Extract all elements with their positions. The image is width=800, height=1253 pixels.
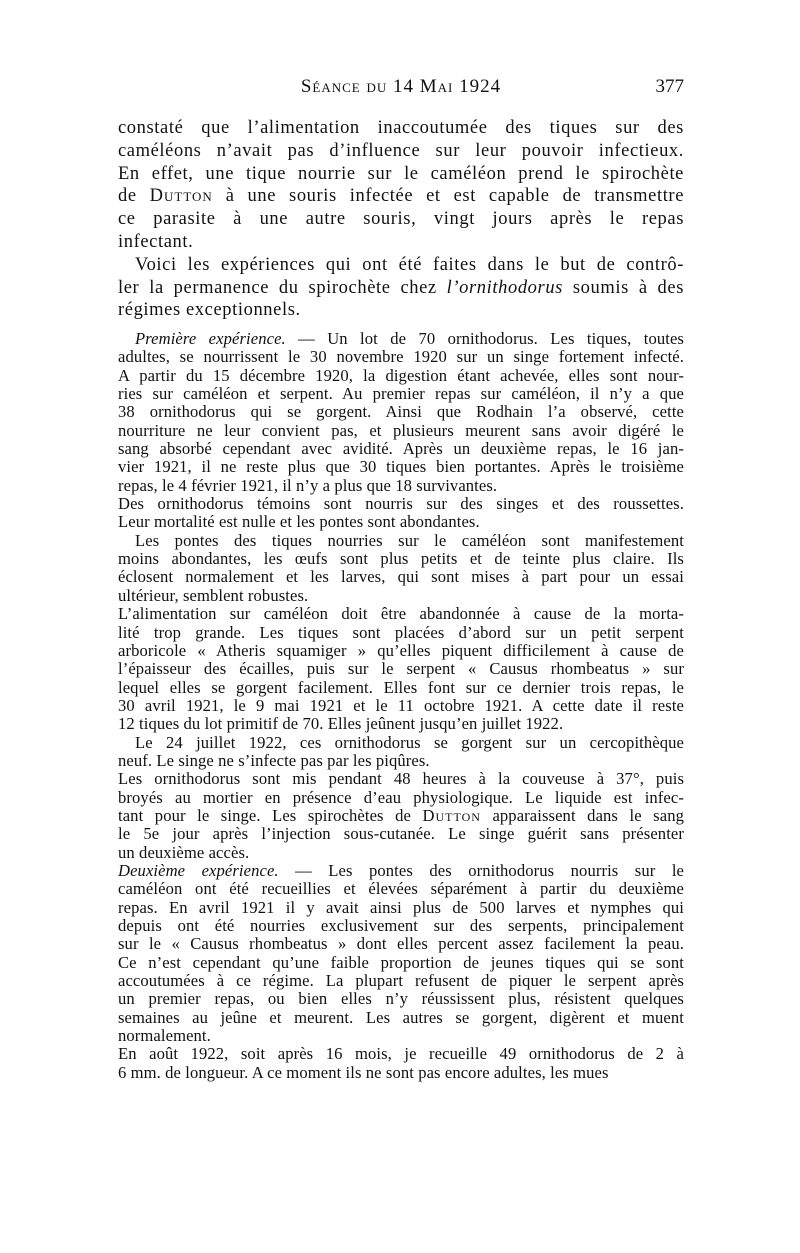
text-line: éclosent normalement et les larves, qui sont mises à part pour un essai bbox=[118, 567, 684, 587]
text-line: caméléons n’avait pas d’influence sur leur pouvoir infectieux. bbox=[118, 140, 684, 161]
text-line: ultérieur, semblent robustes. bbox=[118, 585, 309, 605]
text-line: neuf. Le singe ne s’infecte pas par les piqûres. bbox=[118, 750, 430, 770]
text-line: A partir du 15 décembre 1920, la digestion étant achevée, elles sont nour- bbox=[118, 365, 684, 385]
text-line: En août 1922, soit après 16 mois, je recueille 49 ornithodorus de 2 à bbox=[118, 1044, 684, 1064]
text-line: Le 24 juillet 1922, ces ornithodorus se gorgent sur un cercopithèque bbox=[135, 732, 684, 752]
text-line: L’alimentation sur caméléon doit être abandonnée à cause de la morta- bbox=[118, 604, 684, 624]
text-line: 12 tiques du lot primitif de 70. Elles jeûnent jusqu’en juillet 1922. bbox=[118, 714, 564, 734]
text-line: sur le « Causus rhombeatus » dont elles percent assez facilement la peau. bbox=[118, 934, 684, 954]
text-line: tant pour le singe. Les spirochètes de Dutton apparaissent dans le sang bbox=[118, 805, 684, 825]
text-line: constaté que l’alimentation inaccoutumée des tiques sur des bbox=[118, 118, 684, 138]
text-line: lité trop grande. Les tiques sont placées d’abord sur un petit serpent bbox=[118, 622, 684, 642]
text-line: vier 1921, il ne reste plus que 30 tiques bien portantes. Après le troisième bbox=[118, 457, 684, 477]
italic-text: Deuxième expérience. bbox=[118, 860, 279, 880]
paragraph bbox=[118, 532, 684, 605]
paragraph bbox=[118, 254, 684, 322]
text-line: de Dutton à une souris infectée et est capable de transmettre bbox=[118, 186, 685, 207]
text-line: arboricole « Atheris squamiger » qu’elles piquent difficilement à cause de bbox=[118, 640, 684, 660]
page-number: 377 bbox=[655, 76, 684, 97]
text-line: moins abondantes, les œufs sont plus petits et de teinte plus claire. Ils bbox=[118, 549, 684, 569]
text-line: infectant. bbox=[118, 231, 194, 252]
text-line: l’épaisseur des écailles, puis sur le serpent « Causus rhombeatus » sur bbox=[118, 659, 684, 679]
text-line: Première expérience. — Un lot de 70 ornithodorus. Les tiques, toutes bbox=[135, 329, 684, 348]
paragraph bbox=[118, 117, 684, 254]
text-line: ce parasite à une autre souris, vingt jours après le repas bbox=[118, 209, 684, 230]
text-line: normalement. bbox=[118, 1026, 211, 1046]
author-name: Dutton bbox=[422, 805, 481, 825]
text-line: adultes, se nourrissent le 30 novembre 1920 sur un singe fortement infecté. bbox=[118, 347, 684, 367]
paragraph bbox=[118, 330, 684, 495]
text-line: Des ornithodorus témoins sont nourris sur des singes et des roussettes. bbox=[118, 494, 684, 514]
paragraph bbox=[118, 1045, 684, 1082]
text-line: le 5e jour après l’injection sous-cutanée. Le singe guérit sans présenter bbox=[118, 824, 684, 844]
text-line: repas. En avril 1921 il y avait ainsi plus de 500 larves et nymphes qui bbox=[118, 897, 684, 917]
paragraph bbox=[118, 605, 684, 733]
text-line: ries sur caméléon et serpent. Au premier repas sur caméléon, il n’y a que bbox=[118, 384, 684, 404]
text-line: un premier repas, ou bien elles n’y réussissent plus, résistent quelques bbox=[118, 989, 684, 1009]
text-line: broyés au mortier en présence d’eau physiologique. Le liquide est infec- bbox=[118, 787, 684, 807]
text-line: Les ornithodorus sont mis pendant 48 heures à la couveuse à 37°, puis bbox=[118, 769, 684, 789]
text-line: caméléon ont été recueillies et élevées séparément à partir du deuxième bbox=[118, 879, 684, 899]
experiments-section bbox=[118, 330, 684, 1082]
text-line: En effet, une tique nourrie sur le caméléon prend le spirochète bbox=[118, 163, 684, 184]
italic-text: l’ornithodorus bbox=[446, 277, 563, 298]
paragraph bbox=[118, 770, 684, 862]
text-line: Leur mortalité est nulle et les pontes sont abondantes. bbox=[118, 512, 480, 532]
text-line: nourriture ne leur convient pas, et plusieurs meurent sans avoir digéré le bbox=[118, 420, 684, 440]
text-line: repas, le 4 février 1921, il n’y a plus que 18 survivantes. bbox=[118, 475, 498, 495]
text-line: Les pontes des tiques nourries sur le caméléon sont manifestement bbox=[135, 530, 684, 550]
italic-text: Première expérience. bbox=[135, 329, 286, 348]
paragraph bbox=[118, 862, 684, 1045]
text-line: Voici les expériences qui ont été faites dans le but de contrô- bbox=[135, 254, 684, 275]
text-line: accoutumées à ce régime. La plupart refusent de piquer le serpent après bbox=[118, 971, 684, 991]
text-line: Deuxième expérience. — Les pontes des ornithodorus nourris sur le bbox=[118, 860, 684, 880]
running-title: Séance du 14 Mai 1924 bbox=[300, 76, 502, 97]
text-line: sang absorbé cependant avec avidité. Après un deuxième repas, le 16 jan- bbox=[118, 439, 684, 459]
author-name: Dutton bbox=[149, 186, 213, 207]
text-line: régimes exceptionnels. bbox=[118, 300, 301, 321]
text-line: ler la permanence du spirochète chez l’ornithodorus soumis à des bbox=[118, 277, 684, 298]
text-line: un deuxième accès. bbox=[118, 842, 250, 862]
text-line: semaines au jeûne et meurent. Les autres se gorgent, digèrent et muent bbox=[118, 1007, 684, 1027]
paragraph bbox=[118, 734, 684, 771]
intro-section bbox=[118, 117, 684, 322]
text-line: lequel elles se gorgent facilement. Elles font sur ce dernier trois repas, le bbox=[118, 677, 684, 697]
text-line: Ce n’est cependant qu’une faible proportion de jeunes tiques qui se sont bbox=[118, 952, 684, 972]
text-line: 6 mm. de longueur. A ce moment ils ne sont pas encore adultes, les mues bbox=[118, 1062, 609, 1082]
text-line: depuis ont été nourries exclusivement sur des serpents, principalement bbox=[118, 916, 684, 935]
text-line: 30 avril 1921, le 9 mai 1921 et le 11 octobre 1921. A cette date il reste bbox=[118, 695, 684, 715]
text-line: 38 ornithodorus qui se gorgent. Ainsi que Rodhain l’a observé, cette bbox=[118, 402, 684, 422]
paragraph bbox=[118, 495, 684, 532]
running-header bbox=[118, 76, 684, 100]
